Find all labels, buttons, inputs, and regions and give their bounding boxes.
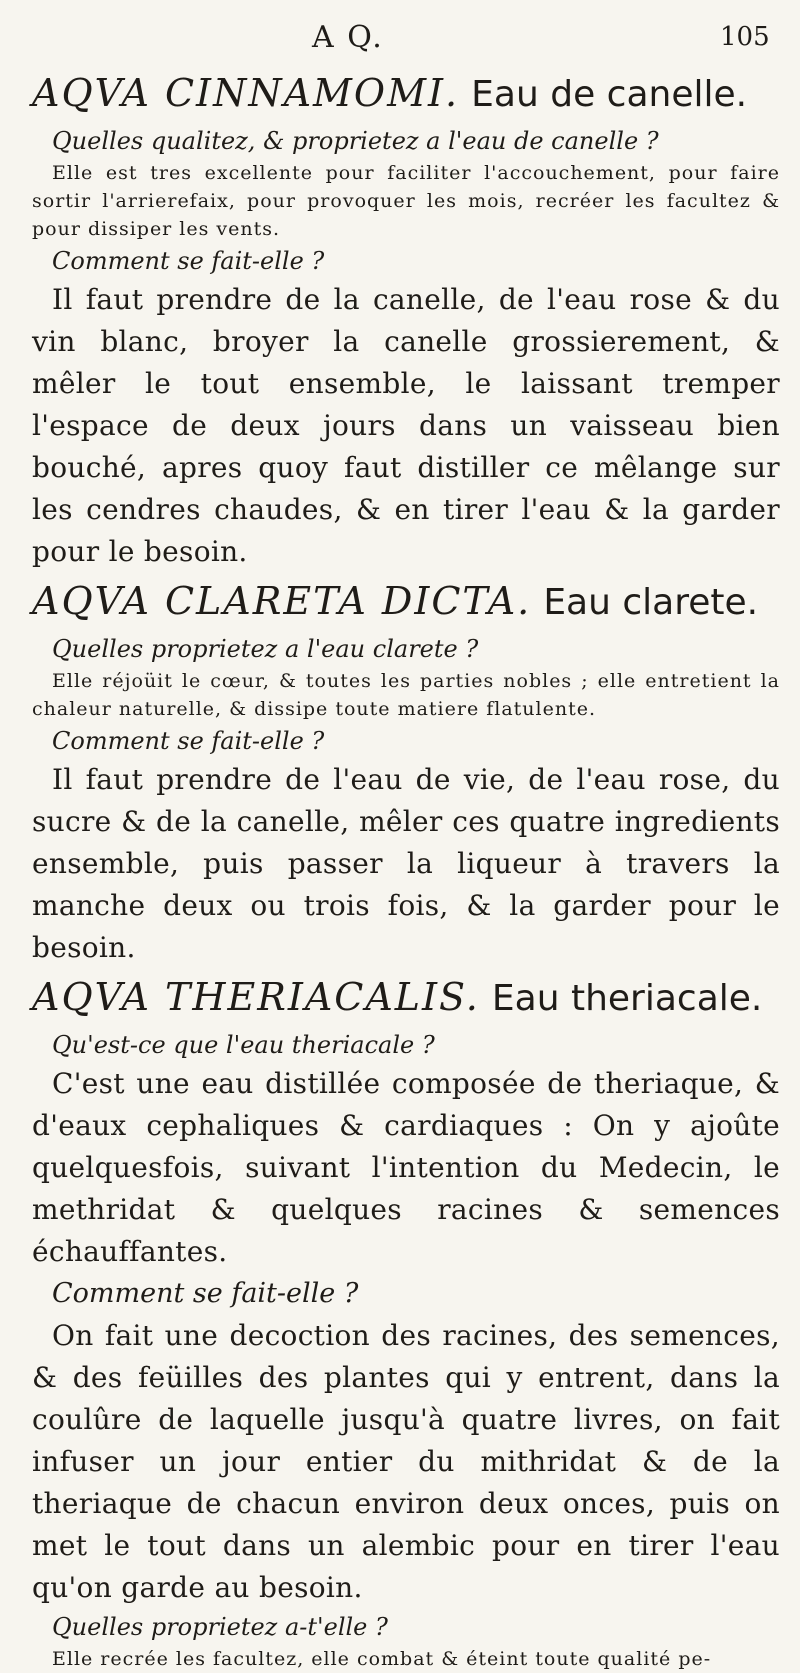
- question-heading: Qu'est-ce que l'eau theriacale ?: [52, 1031, 435, 1059]
- answer-paragraph: Il faut prendre de l'eau de vie, de l'eau rose, du sucre & de la canelle, mêler ces quatre ingredients ensemble, puis passer la liqueur à travers la manche deux ou trois fois, & la garder pour le besoin.: [32, 763, 780, 964]
- page-number: 105: [720, 22, 770, 52]
- answer-paragraph: On fait une decoction des racines, des semences, & des feüilles des plantes qui y entrent, dans la coulûre de laquelle jusqu'à quatre livres, on fait infuser un jour entier du mithridat & de la theriaque de chacun environ deux onces, puis on met le tout dans un alembic pour en tirer l'eau qu'on garde au besoin.: [32, 1319, 780, 1604]
- entry-title-french: Eau clarete.: [543, 582, 759, 623]
- entry-title-french: Eau theriacale.: [491, 978, 763, 1019]
- running-head: A Q.: [312, 20, 384, 55]
- question-heading: Comment se fait-elle ?: [52, 247, 325, 275]
- page-header: [0, 20, 800, 60]
- entry-title-latin: AQVA CLARETA DICTA.: [32, 579, 532, 623]
- entry-title-french: Eau de canelle.: [471, 74, 748, 115]
- entry-title-latin: AQVA CINNAMOMI.: [32, 71, 460, 115]
- question-heading: Quelles proprietez a l'eau clarete ?: [52, 635, 479, 663]
- question-heading: Comment se fait-elle ?: [52, 727, 325, 755]
- entry-section: [32, 65, 780, 573]
- entry-title: [32, 65, 780, 123]
- answer-paragraph: Elle réjoüit le cœur, & toutes les parties nobles ; elle entretient la chaleur naturelle, & dissipe toute matiere flatulente.: [32, 670, 780, 720]
- answer-paragraph: Elle est tres excellente pour faciliter l'accouchement, pour faire sortir l'arrierefaix, pour provoquer les mois, recréer les facultez & pour dissiper les vents.: [32, 162, 780, 240]
- entry-section: [32, 573, 780, 969]
- entry-title: [32, 969, 780, 1027]
- page-content: [32, 65, 780, 1673]
- answer-paragraph: C'est une eau distillée composée de theriaque, & d'eaux cephaliques & cardiaques : On y ajoûte quelquesfois, suivant l'intention du Medecin, le methridat & quelques racines & semences échauffantes.: [32, 1067, 780, 1268]
- question-heading: Quelles proprietez a-t'elle ?: [52, 1613, 388, 1641]
- answer-paragraph: Elle recrée les facultez, elle combat & éteint toute qualité pe-: [52, 1648, 712, 1670]
- answer-paragraph: Il faut prendre de la canelle, de l'eau rose & du vin blanc, broyer la canelle grossierement, & mêler le tout ensemble, le laissant tremper l'espace de deux jours dans un vaisseau bien bouché, apres quoy faut distiller ce mêlange sur les cendres chaudes, & en tirer l'eau & la garder pour le besoin.: [32, 283, 780, 568]
- question-heading: Quelles qualitez, & proprietez a l'eau de canelle ?: [52, 127, 659, 155]
- entry-title-latin: AQVA THERIACALIS.: [32, 975, 480, 1019]
- entry-title: [32, 573, 780, 631]
- entry-section: [32, 969, 780, 1673]
- question-heading: Comment se fait-elle ?: [52, 1278, 359, 1309]
